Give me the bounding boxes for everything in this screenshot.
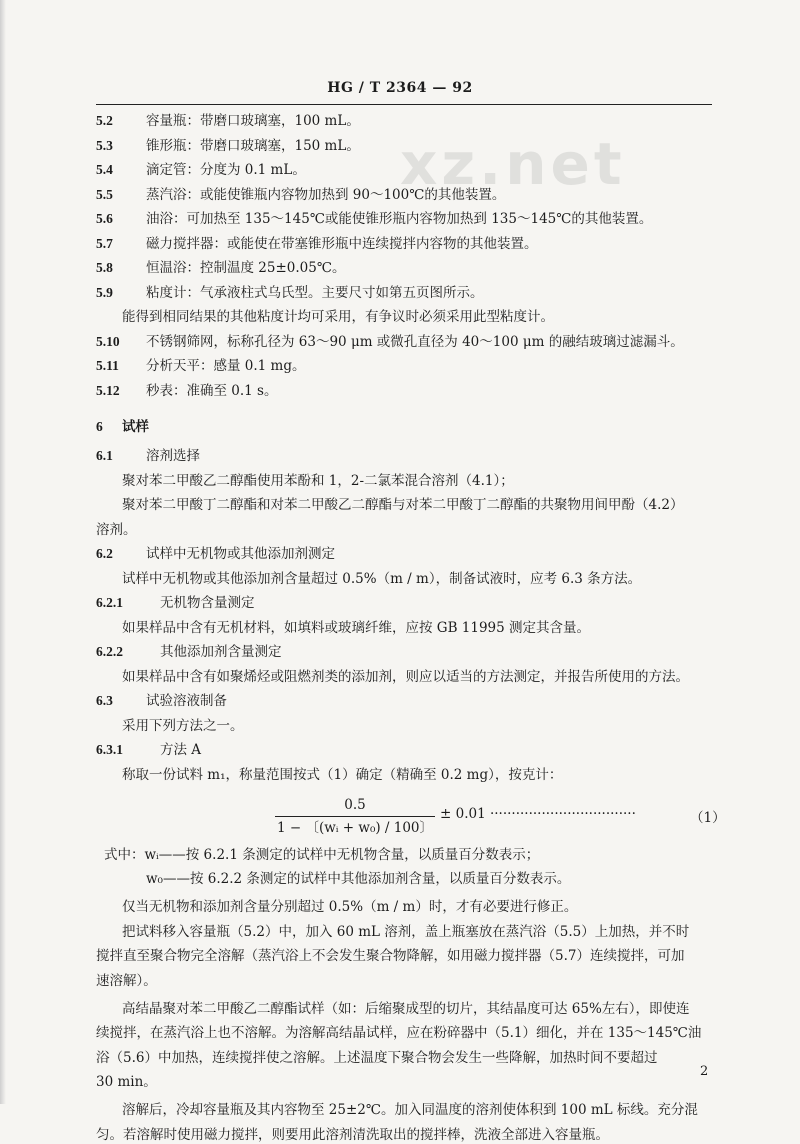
- section-6-3-1-heading: 6.3.1 方法 A: [96, 742, 202, 758]
- section-6-2-1-heading: 6.2.1 无机物含量测定: [96, 595, 255, 611]
- where-wi: wᵢ——按 6.2.1 条测定的试样中无机物含量，以质量百分数表示；: [144, 846, 540, 863]
- header-rule: [96, 104, 712, 105]
- item-5-9-note: 能得到相同结果的其他粘度计均可采用，有争议时必须采用此型粘度计。: [122, 309, 554, 325]
- section-6-3-1-para: 称取一份试料 m₁，称量范围按式（1）确定（精确至 0.2 mg），按克计：: [122, 766, 563, 783]
- para-transfer-3: 速溶解）。: [96, 972, 157, 989]
- item-5-10: 5.10 不锈钢筛网，标称孔径为 63～90 μm 或微孔直径为 40～100 μm 的融结玻璃过滤漏斗。: [96, 333, 684, 350]
- para-transfer-2: 搅拌直至聚合物完全溶解（蒸汽浴上不会发生聚合物降解，如用磁力搅拌器（5.7）连续搅拌，可加: [96, 948, 685, 964]
- section-6-2-2-para: 如果样品中含有如聚烯烃或阻燃剂类的添加剂，则应以适当的方法测定，并报告所使用的方法。: [122, 668, 689, 685]
- item-5-6: 5.6 油浴：可加热至 135～145℃或能使锥形瓶内容物加热到 135～145℃的其他装置。: [96, 211, 653, 227]
- para-after-1: 溶解后，冷却容量瓶及其内容物至 25±2℃。加入同温度的溶剂使体积到 100 mL 标线。充分混: [122, 1102, 698, 1118]
- para-after-2: 匀。若溶解时使用磁力搅拌，则要用此溶剂清洗取出的搅拌棒，洗液全部进入容量瓶。: [96, 1126, 609, 1143]
- section-6-heading: 6 试样: [96, 419, 149, 435]
- page-header: HG / T 2364 — 92: [327, 80, 473, 96]
- section-6-1-para2b: 溶剂。: [96, 521, 137, 538]
- formula-fraction: [275, 796, 435, 837]
- para-high-1: 高结晶聚对苯二甲酸乙二醇酯试样（如：后缩聚成型的切片，其结晶度可达 65%左右），即使连: [122, 1000, 690, 1017]
- item-5-5: 5.5 蒸汽浴：或能使锥瓶内容物加热到 90～100℃的其他装置。: [96, 186, 506, 203]
- para-high-3: 浴（5.6）中加热，连续搅拌使之溶解。上述温度下聚合物会发生一些降解，加热时间不要超过: [96, 1049, 658, 1066]
- item-5-8: 5.8 恒温浴：控制温度 25±0.05℃。: [96, 260, 346, 276]
- formula-numerator: 0.5: [275, 796, 435, 817]
- item-5-2: 5.2 容量瓶：带磨口玻璃塞，100 mL。: [96, 113, 360, 129]
- item-5-11: 5.11 分析天平：感量 0.1 mg。: [96, 358, 306, 374]
- formula-tail: ± 0.01 ··································: [440, 805, 636, 822]
- section-6-1-para2a: 聚对苯二甲酸丁二醇酯和对苯二甲酸乙二醇酯与对苯二甲酸丁二醇酯的共聚物用间甲酚（4.2）: [122, 497, 684, 513]
- section-6-2-1-para: 如果样品中含有无机材料，如填料或玻璃纤维，应按 GB 11995 测定其含量。: [122, 619, 591, 636]
- para-high-4: 30 min。: [96, 1074, 157, 1090]
- para-transfer-1: 把试料移入容量瓶（5.2）中，加入 60 mL 溶剂，盖上瓶塞放在蒸汽浴（5.5）上加热，并不时: [122, 923, 690, 940]
- item-5-12: 5.12 秒表：准确至 0.1 s。: [96, 382, 278, 399]
- item-5-4: 5.4 滴定管：分度为 0.1 mL。: [96, 162, 306, 178]
- watermark: xz.net: [400, 130, 626, 198]
- where-label: 式中：: [104, 846, 145, 863]
- item-5-7: 5.7 磁力搅拌器：或能使在带塞锥形瓶中连续搅拌内容物的其他装置。: [96, 235, 538, 252]
- section-6-2-para: 试样中无机物或其他添加剂含量超过 0.5%（m / m），制备试液时，应考 6.3 条方法。: [122, 570, 642, 587]
- para-only-when: 仅当无机物和添加剂含量分别超过 0.5%（m / m）时，才有必要进行修正。: [122, 899, 578, 915]
- para-high-2: 续搅拌，在蒸汽浴上也不溶解。为溶解高结晶试样，应在粉碎器中（5.1）细化，并在 135～145℃油: [96, 1025, 702, 1041]
- page-number: 2: [700, 1064, 709, 1079]
- formula-number: （1）: [690, 809, 726, 826]
- scan-edge: [0, 0, 6, 1104]
- section-6-1-heading: 6.1 溶剂选择: [96, 448, 200, 464]
- section-6-3-para: 采用下列方法之一。: [122, 717, 244, 734]
- where-line-1: [104, 846, 539, 864]
- section-6-2-2-heading: 6.2.2 其他添加剂含量测定: [96, 644, 282, 660]
- where-w0: w₀——按 6.2.2 条测定的试样中其他添加剂含量，以质量百分数表示。: [146, 871, 571, 887]
- section-6-1-para1: 聚对苯二甲酸乙二醇酯使用苯酚和 1，2-二氯苯混合溶剂（4.1）；: [122, 472, 514, 489]
- item-5-9: 5.9 粘度计：气承液柱式乌氏型。主要尺寸如第五页图所示。: [96, 284, 484, 301]
- section-6-2-heading: 6.2 试样中无机物或其他添加剂测定: [96, 546, 335, 562]
- section-6-3-heading: 6.3 试验溶液制备: [96, 693, 227, 709]
- item-5-3: 5.3 锥形瓶：带磨口玻璃塞，150 mL。: [96, 137, 360, 154]
- formula-denominator: 1 − 〔(wᵢ + w₀) / 100〕: [276, 819, 434, 836]
